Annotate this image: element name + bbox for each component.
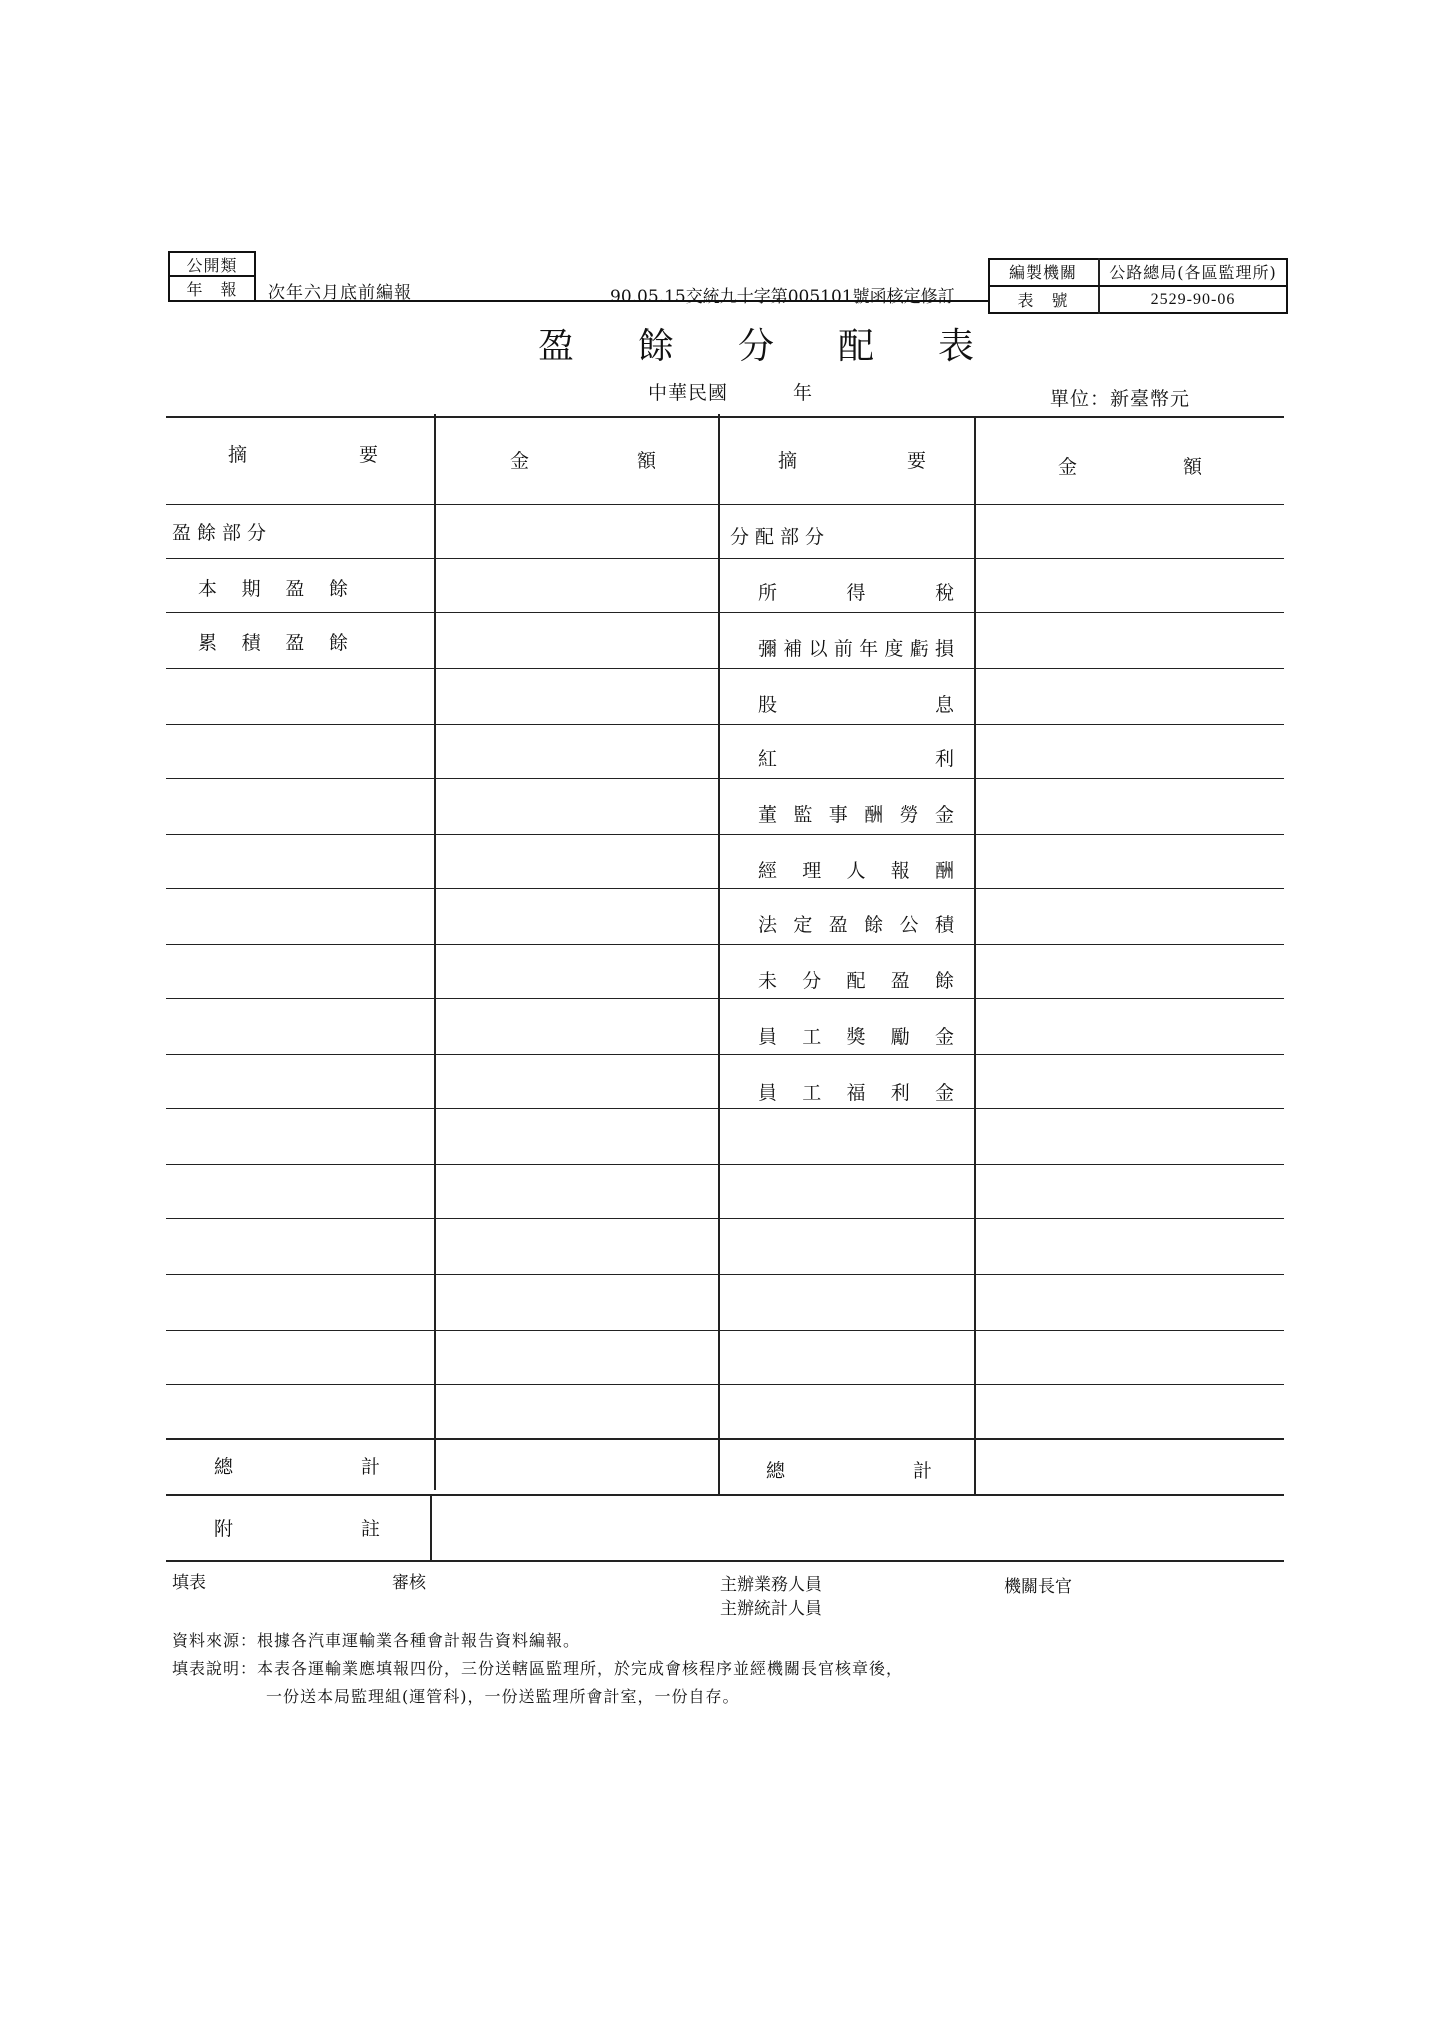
left-row-accumulated-surplus <box>198 628 348 655</box>
grid-line <box>166 1438 1284 1440</box>
instructions-line-1: 填表說明：本表各運輸業應填報四份，三份送轄區監理所，於完成會核程序並經機關長官核章後， <box>172 1659 904 1678</box>
row-char: 理 <box>802 860 822 882</box>
col-header-text: 摘 <box>778 450 798 472</box>
grid-line <box>166 1494 1284 1496</box>
right-row-bonus <box>758 744 954 771</box>
col-divider-3 <box>974 416 976 1494</box>
row-char: 勞 <box>899 804 919 826</box>
row-char: 福 <box>846 1082 866 1104</box>
row-char: 餘 <box>328 578 348 600</box>
row-char: 公 <box>899 914 919 936</box>
left-total <box>214 1452 380 1479</box>
row-char: 勵 <box>890 1026 910 1048</box>
col-header-text: 額 <box>636 450 656 472</box>
row-char: 餘 <box>934 970 954 992</box>
grid-line <box>166 834 1284 835</box>
grid-line <box>166 558 1284 559</box>
grid-line <box>166 668 1284 669</box>
grid-line <box>166 1164 1284 1165</box>
row-char: 紅 <box>758 748 778 770</box>
unit-label: 單位：新臺幣元 <box>1050 388 1191 410</box>
page-title: 盈餘分配表 <box>538 326 1039 367</box>
right-total <box>766 1456 932 1483</box>
row-char: 度 <box>884 638 904 660</box>
row-char: 稅 <box>934 582 954 604</box>
grid-line <box>166 998 1284 999</box>
row-char: 配 <box>846 970 866 992</box>
row-char: 盈 <box>890 970 910 992</box>
row-char: 工 <box>802 1026 822 1048</box>
grid-line <box>166 1218 1284 1219</box>
grid-line <box>166 888 1284 889</box>
grid-line <box>166 1384 1284 1385</box>
col-header-text: 金 <box>510 450 530 472</box>
row-char: 未 <box>758 970 778 992</box>
remarks-label <box>214 1514 380 1541</box>
total-char: 總 <box>214 1456 234 1478</box>
row-char: 前 <box>833 638 853 660</box>
col-header-text: 要 <box>906 450 926 472</box>
row-char: 損 <box>934 638 954 660</box>
col-header-right-summary <box>778 446 926 473</box>
row-char: 事 <box>828 804 848 826</box>
era-label: 中華民國 <box>648 382 729 404</box>
row-char: 董 <box>758 804 778 826</box>
grid-line <box>166 1274 1284 1275</box>
row-char: 利 <box>934 748 954 770</box>
row-char: 餘 <box>864 914 884 936</box>
row-char: 息 <box>934 694 954 716</box>
row-char: 定 <box>793 914 813 936</box>
row-char: 酬 <box>864 804 884 826</box>
right-row-income-tax <box>758 578 954 605</box>
right-row-legal-reserve <box>758 910 954 937</box>
grid-line <box>166 1108 1284 1109</box>
grid-line <box>166 1330 1284 1331</box>
category-label: 公開類 <box>186 255 238 275</box>
col-header-left-summary <box>228 440 378 467</box>
remarks-char: 註 <box>360 1518 380 1540</box>
row-char: 盈 <box>285 632 305 654</box>
row-char: 金 <box>934 1082 954 1104</box>
col-header-left-amount <box>510 446 656 473</box>
col-header-right-amount <box>1058 452 1202 479</box>
right-row-employee-welfare <box>758 1078 954 1105</box>
col-header-text: 金 <box>1058 456 1078 478</box>
row-char: 分 <box>802 970 822 992</box>
col-header-text: 額 <box>1182 456 1202 478</box>
left-section-label: 盈餘部分 <box>172 522 273 544</box>
org-value: 公路總局(各區監理所) <box>1109 263 1277 282</box>
right-row-loss-offset <box>758 634 954 661</box>
row-char: 虧 <box>909 638 929 660</box>
row-char: 盈 <box>828 914 848 936</box>
reviewer-signature: 審核 <box>392 1573 426 1593</box>
right-row-undistributed <box>758 966 954 993</box>
grid-line <box>166 778 1284 779</box>
table-bottom <box>166 1560 1284 1562</box>
left-row-current-surplus <box>198 574 348 601</box>
form-no-value: 2529-90-06 <box>1150 290 1236 308</box>
row-char: 股 <box>758 694 778 716</box>
right-row-employee-bonus <box>758 1022 954 1049</box>
remarks-divider <box>430 1494 432 1560</box>
deadline: 次年六月底前編報 <box>268 283 412 303</box>
total-char: 計 <box>912 1460 932 1482</box>
row-char: 累 <box>198 632 218 654</box>
row-char: 獎 <box>846 1026 866 1048</box>
right-row-dividend <box>758 690 954 717</box>
row-char: 報 <box>890 860 910 882</box>
row-char: 盈 <box>285 578 305 600</box>
row-char: 積 <box>241 632 261 654</box>
row-char: 金 <box>934 1026 954 1048</box>
row-char: 年 <box>859 638 879 660</box>
row-char: 補 <box>783 638 803 660</box>
total-char: 總 <box>766 1460 786 1482</box>
business-officer-signature: 主辦業務人員 <box>720 1575 822 1595</box>
row-char: 利 <box>890 1082 910 1104</box>
row-char: 酬 <box>934 860 954 882</box>
grid-line <box>166 724 1284 725</box>
row-char: 工 <box>802 1082 822 1104</box>
grid-line <box>166 612 1284 613</box>
right-row-manager-remuneration <box>758 856 954 883</box>
head-signature: 機關長官 <box>1004 1577 1072 1597</box>
source-note: 資料來源：根據各汽車運輸業各種會計報告資料編報。 <box>172 1631 581 1650</box>
row-char: 以 <box>808 638 828 660</box>
right-row-director-remuneration <box>758 800 954 827</box>
grid-line <box>166 1054 1284 1055</box>
row-char: 人 <box>846 860 866 882</box>
stats-officer-signature: 主辦統計人員 <box>720 1599 822 1619</box>
row-char: 經 <box>758 860 778 882</box>
row-char: 積 <box>934 914 954 936</box>
row-char: 餘 <box>328 632 348 654</box>
form-no-label: 表 號 <box>1017 291 1069 310</box>
year-label: 年 <box>793 382 814 404</box>
col-divider-1 <box>434 414 436 1490</box>
row-char: 監 <box>793 804 813 826</box>
row-char: 所 <box>758 582 778 604</box>
col-header-text: 摘 <box>228 444 248 466</box>
col-divider-2 <box>718 414 720 1494</box>
col-header-text: 要 <box>358 444 378 466</box>
right-section-label: 分配部分 <box>730 526 831 548</box>
row-char: 金 <box>934 804 954 826</box>
row-char: 法 <box>758 914 778 936</box>
row-char: 期 <box>241 578 261 600</box>
row-char: 員 <box>758 1026 778 1048</box>
instructions-line-2: 一份送本局監理組(運管科)，一份送監理所會計室，一份自存。 <box>266 1687 740 1706</box>
report-type: 年 報 <box>186 280 238 299</box>
row-char: 得 <box>846 582 866 604</box>
remarks-char: 附 <box>214 1518 234 1540</box>
row-char: 員 <box>758 1082 778 1104</box>
row-char: 本 <box>198 578 218 600</box>
header-bottom <box>166 504 1284 505</box>
filler-signature: 填表 <box>172 1573 206 1593</box>
row-char: 彌 <box>758 638 778 660</box>
grid-line <box>166 944 1284 945</box>
org-label: 編製機關 <box>1008 263 1077 282</box>
revision-note: 90.05.15交統九十字第005101號函核定修訂 <box>610 287 955 307</box>
table-top <box>166 416 1284 418</box>
total-char: 計 <box>360 1456 380 1478</box>
